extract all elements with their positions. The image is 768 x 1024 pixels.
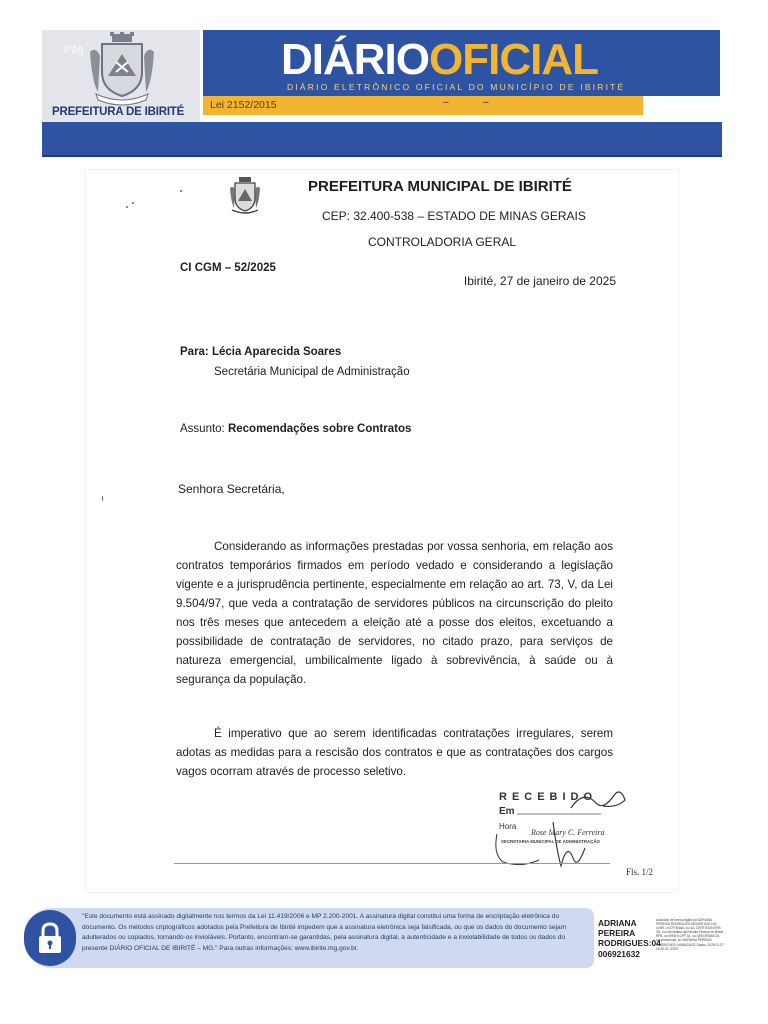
document-bottom-rule: [174, 863, 610, 864]
signer-line-4: 006921632: [598, 948, 640, 959]
subject-text: Recomendações sobre Contratos: [227, 423, 412, 435]
signer-line-3: RODRIGUES:04: [598, 938, 661, 949]
letterhead-crest-icon: [228, 176, 262, 216]
recipient-label: Para:: [180, 346, 209, 358]
letterhead-cep: CEP: 32.400-538 – ESTADO DE MINAS GERAIS: [322, 209, 586, 223]
page-mark: Fls. 1/2: [626, 867, 654, 877]
ci-number: CI CGM – 52/2025: [180, 262, 276, 274]
scan-speck: [126, 206, 128, 208]
signature-metadata: Assinado de forma digital por ADRIANA PEREIRA RODRIGUES:04006921632 DN: c=BR, o=ICP-Brasil, ou=AC CERTISIGN RFB G5, ou=Secretaria da Receita Federal do Brasil - RFB, ou=RFB e-CPF A1, ou=(EM BRANCO), ou=presencial, cn=ADRIANA PEREIRA RODRIGUES:04006921632 Dados: 2025.01.27 16:30:31 -03'00': [656, 918, 726, 951]
scanned-letter: [86, 170, 678, 892]
lock-badge: [24, 910, 76, 966]
edition-separator-2: –: [483, 97, 489, 108]
body-paragraph-2: É imperativo que ao serem identificadas contratações irregulares, serem adotas as medidas para a rescisão dos contratos e que as contratações dos cargos vagos ocorram através de processo seletivo.: [176, 727, 613, 778]
recipient-line: [180, 346, 341, 358]
lock-icon: [37, 921, 63, 955]
ghost-page-label: Pág: [64, 44, 84, 56]
letter-date: Ibirité, 27 de janeiro de 2025: [463, 274, 616, 288]
brand-title-part1: DIÁRIO: [281, 35, 429, 84]
signer-line-1: ADRIANA: [598, 918, 637, 928]
signer-line-2: PEREIRA: [598, 928, 636, 939]
city-crest-icon: [86, 32, 158, 106]
brand-tagline: DIÁRIO ELETRÔNICO OFICIAL DO MUNICÍPIO DE IBIRITÉ: [287, 82, 626, 92]
brand-title-part2: OFICIAL: [429, 35, 598, 84]
diario-oficial-banner: [203, 30, 720, 96]
signature-notice-text: "Este documento está assinado digitalmente nos termos da Lei 11.419/2006 e MP 2.200-2001. A assinatura digital constitui uma forma de encriptação eletrônica do documento. Os métodos criptográficos adotados pela Prefeitura de Ibirité impedem que a assinatura eletrônica seja falsificada, ou que os dados do documento sejam adulterados ou copiados, tornando-os invioláveis. Portanto, encontram-se garantidas, pela assinatura digital, a autenticidade e a inviolabilidade de todos os dados do presente DIÁRIO OFICIAL DE IBIRITÉ – MG." Para outras informações: www.ibirite.mg.gov.br.: [82, 913, 567, 952]
body-paragraph-1: Considerando as informações prestadas por vossa senhoria, em relação aos contratos temporários firmados em período vedado e considerando a legislação vigente e a jurisprudência pertinente, especialmente em relação ao art. 73, V, da Lei 9.504/97, que veda a contratação de servidores públicos na circunscrição do pleito nos três meses que antecedem a eleição até a posse dos eleitos, excetuando a possibilidade de contratação de servidores, no citado prazo, para serviços de natureza emergencial, umbilicalmente ligado à sobrevivência, à saúde ou à segurança da população.: [176, 540, 613, 686]
stamp-role-text: SECRETARIA MUNICIPAL DE ADMINISTRAÇÃO: [501, 839, 600, 844]
letterhead-org-name: PREFEITURA MUNICIPAL DE IBIRITÉ: [308, 178, 572, 195]
stamp-hora-text: Hora: [499, 822, 517, 831]
digital-signature-notice: [24, 908, 594, 968]
recipient-role: Secretária Municipal de Administração: [214, 366, 410, 378]
subject-label: Assunto:: [180, 423, 225, 435]
scan-speck: [180, 190, 182, 192]
letterhead-department: CONTROLADORIA GERAL: [368, 235, 517, 249]
scan-speck: [132, 202, 134, 204]
stamp-em-text: Em: [499, 806, 515, 817]
stamp-name-text: Rose Mary C. Ferreira: [531, 828, 605, 837]
brand-title: [281, 36, 598, 84]
edition-separator-1: –: [443, 97, 449, 108]
municipality-label: PREFEITURA DE IBIRITÉ: [52, 106, 185, 118]
signer-block: [598, 918, 661, 959]
received-stamp: [491, 782, 631, 874]
header-divider-strip: [42, 122, 722, 157]
law-reference-bar: [203, 96, 643, 115]
recipient-name: Lécia Aparecida Soares: [211, 346, 342, 358]
salutation: Senhora Secretária,: [178, 482, 285, 496]
stamp-received-text: RECEBIDO: [499, 791, 598, 803]
scan-speck: [102, 496, 103, 501]
subject-line: [180, 423, 411, 435]
law-reference: Lei 2152/2015: [210, 99, 277, 111]
